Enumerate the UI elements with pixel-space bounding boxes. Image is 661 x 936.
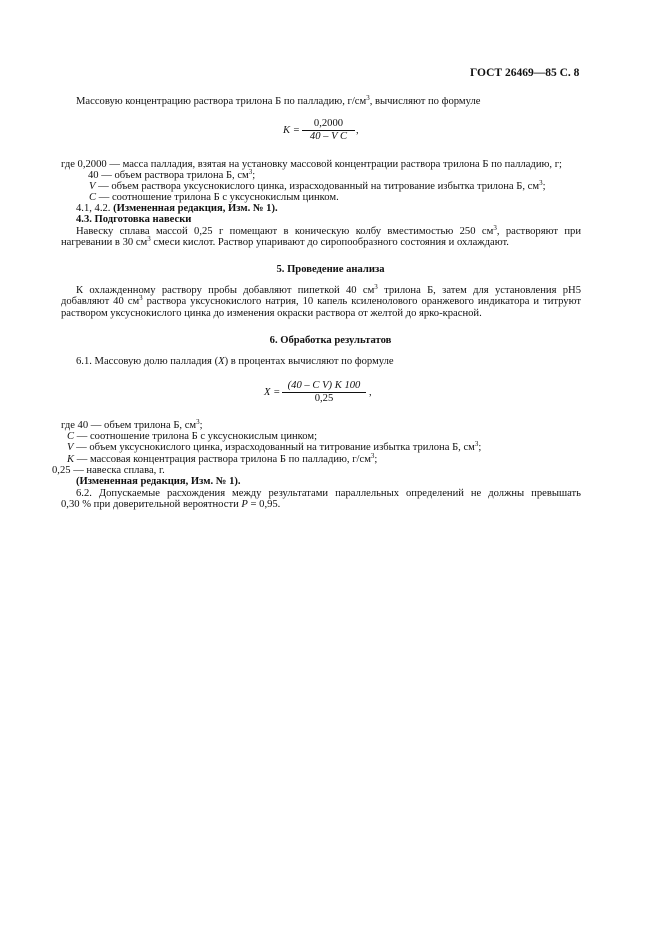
text: 6.1. Массовую долю палладия ( xyxy=(76,356,219,367)
section-6-heading: 6. Обработка результатов xyxy=(269,335,392,346)
text: Навеску сплава массой 0,25 г помещают в коническую колбу вместимостью 250 см xyxy=(76,226,494,237)
text: 4.1, 4.2. xyxy=(76,203,111,214)
section-6-1-intro xyxy=(76,356,394,368)
superscript: 3 xyxy=(493,224,497,232)
variable: V xyxy=(67,442,74,453)
variable: C xyxy=(67,431,75,442)
formula-k-denominator: 40 – V C xyxy=(309,131,348,143)
text: раствора уксуснокислого натрия, 10 капель ксиленолового оранжевого индикатора и титруют xyxy=(142,296,581,307)
text: смеси кислот. Раствор упаривают до сиропообразного состояния и охлаждают. xyxy=(150,237,509,248)
formula-k-fraction xyxy=(302,118,355,143)
superscript: 3 xyxy=(248,168,253,176)
text: ; xyxy=(478,442,482,453)
text: 0,30 % при доверительной вероятности xyxy=(61,499,242,510)
text: трилона Б, затем для установления pH5 xyxy=(377,285,581,296)
text: ) в процентах вычисляют по формуле xyxy=(224,356,394,367)
section-4-3-title: 4.3. Подготовка навески xyxy=(76,214,192,225)
variable: K xyxy=(67,454,75,465)
formula-x-denominator: 0,25 xyxy=(314,393,334,405)
text: ; xyxy=(199,420,203,431)
superscript: 3 xyxy=(474,440,479,448)
where2-line3 xyxy=(67,442,481,454)
variable: V xyxy=(89,181,96,192)
superscript: 3 xyxy=(539,179,543,187)
formula-x-comma: , xyxy=(369,387,372,398)
page-header: ГОСТ 26469—85 С. 8 xyxy=(470,67,580,79)
section-4-3-line2 xyxy=(61,237,509,249)
text: — объем раствора уксуснокислого цинка, израсходованный на титрование избытка трилона Б, см xyxy=(95,181,540,192)
text: ; xyxy=(374,454,378,465)
section-6-2-line2 xyxy=(61,499,280,511)
text: нагревании в 30 см xyxy=(61,237,148,248)
edition-note-2: (Измененная редакция, Изм. № 1). xyxy=(76,476,241,487)
section-6-2-line1: 6.2. Допускаемые расхождения между результатами параллельных определений не должны превышать xyxy=(76,488,581,499)
formula-k-numerator: 0,2000 xyxy=(302,118,355,131)
text: , вычисляют по формуле xyxy=(369,96,481,107)
superscript: 3 xyxy=(196,418,200,426)
formula-k-lhs: K = xyxy=(283,125,300,136)
superscript: 3 xyxy=(374,283,378,291)
where2-line5: 0,25 — навеска сплава, г. xyxy=(52,465,165,476)
text: — объем уксуснокислого цинка, израсходованный на титрование избытка трилона Б, см xyxy=(73,442,475,453)
text: = 0,95. xyxy=(247,499,281,510)
formula-x-fraction xyxy=(282,380,366,405)
text: — массовая концентрация раствора трилона Б по палладию, г/см xyxy=(74,454,371,465)
section-5-line3: раствором уксуснокислого цинка до изменения окраски раствора от желтой до ярко-красной. xyxy=(61,308,482,319)
text: добавляют 40 см xyxy=(61,296,140,307)
text: , растворяют при xyxy=(496,226,582,237)
text: ; xyxy=(252,170,256,181)
formula-x-lhs: X = xyxy=(264,387,281,398)
text: ; xyxy=(542,181,546,192)
superscript: 3 xyxy=(139,294,143,302)
edition-note: (Измененная редакция, Изм. № 1). xyxy=(113,203,278,214)
text: — соотношение трилона Б с уксуснокислым цинком. xyxy=(96,192,339,203)
text: — соотношение трилона Б с уксуснокислым цинком; xyxy=(74,431,318,442)
text: Массовую концентрацию раствора трилона Б по палладию, г/см xyxy=(76,96,367,107)
text: К охлажденному раствору пробы добавляют пипеткой 40 см xyxy=(76,285,375,296)
section-5-heading: 5. Проведение анализа xyxy=(276,264,385,275)
section-5-line2 xyxy=(61,296,581,308)
superscript: 3 xyxy=(366,94,370,102)
text: где 40 — объем трилона Б, см xyxy=(61,420,197,431)
text: 40 — объем раствора трилона Б, см xyxy=(88,170,249,181)
variable: C xyxy=(89,192,97,203)
superscript: 3 xyxy=(147,235,151,243)
where1-line1: где 0,2000 — масса палладия, взятая на установку массовой концентрации раствора трилона Б по палладию, г; xyxy=(61,159,562,170)
superscript: 3 xyxy=(370,452,375,460)
paragraph-concentration-intro xyxy=(76,96,480,108)
variable: X xyxy=(218,356,225,367)
variable: P xyxy=(241,499,248,510)
formula-x-numerator: (40 – C V) K 100 xyxy=(282,380,366,393)
formula-k-comma: , xyxy=(356,125,359,136)
